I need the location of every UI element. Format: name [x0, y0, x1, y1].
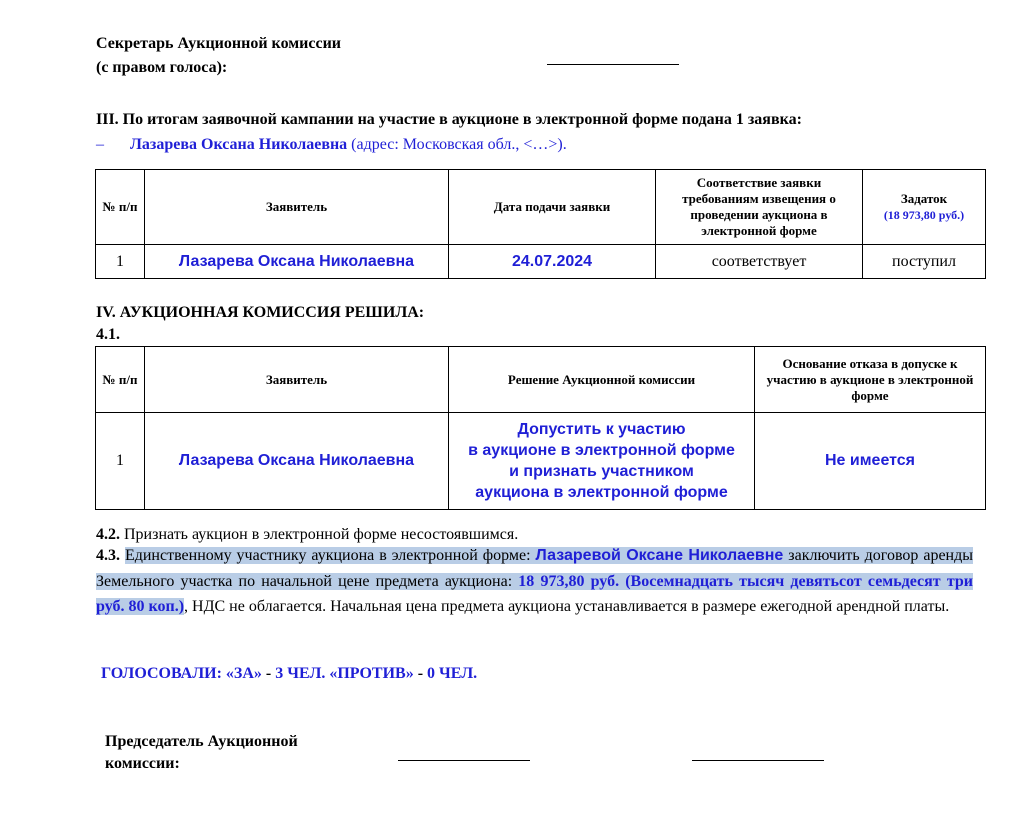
- t1-header-applicant: Заявитель: [145, 170, 449, 245]
- chairman-title: [105, 731, 298, 775]
- item-4-3-name: Лазаревой Оксане Николаевне: [535, 547, 784, 564]
- vote-result: [101, 662, 477, 686]
- t1-row-compliance: соответствует: [656, 245, 863, 279]
- section3-applicant: [96, 133, 567, 157]
- t2-row-applicant: Лазарева Оксана Николаевна: [145, 413, 449, 510]
- t2-header-decision: Решение Аукционной комиссии: [449, 347, 755, 413]
- item-4-3: [96, 543, 973, 620]
- t1-row-num: 1: [96, 245, 145, 279]
- section4-title: IV. АУКЦИОННАЯ КОМИССИЯ РЕШИЛА:: [96, 304, 425, 321]
- item-4-3-text2: заключить договор аренды Земельного участка по начальной цене предмета аукциона:: [96, 547, 973, 590]
- t2-decision-line3: и признать участником: [509, 463, 694, 480]
- section3-dash: –: [96, 136, 104, 153]
- chairman-line2: комиссии:: [105, 755, 180, 772]
- t2-decision-line2: в аукционе в электронной форме: [468, 442, 735, 459]
- section3-heading: III. По итогам заявочной кампании на участие в аукционе в электронной форме подана 1 заявка:: [96, 111, 802, 128]
- t2-header-applicant: Заявитель: [145, 347, 449, 413]
- secretary-line2: (с правом голоса):: [96, 59, 228, 76]
- table-row: [96, 245, 986, 279]
- t1-row-applicant: Лазарева Оксана Николаевна: [145, 245, 449, 279]
- t1-header-deposit-amount: (18 973,80 руб.): [883, 208, 965, 222]
- secretary-signature-line: [547, 64, 679, 65]
- chairman-line1: Председатель Аукционной: [105, 733, 298, 750]
- t1-header-deposit-label: Задаток: [900, 191, 948, 206]
- item-4-3-text3: , НДС не облагается. Начальная цена предмета аукциона устанавливается в размере ежегодной арендной платы.: [184, 598, 950, 615]
- t2-row-num: 1: [96, 413, 145, 510]
- t1-row-deposit: поступил: [863, 245, 986, 279]
- item-4-2-text: Признать аукцион в электронной форме несостоявшимся.: [120, 526, 519, 543]
- vote-label: ГОЛОСОВАЛИ: «ЗА»: [101, 665, 262, 682]
- chairman-signature-line: [398, 760, 530, 761]
- t2-decision-line1: Допустить к участию: [517, 421, 686, 438]
- t1-header-deposit: [863, 170, 986, 245]
- secretary-line1: Секретарь Аукционной комиссии: [96, 35, 342, 52]
- t1-header-num: № п/п: [96, 170, 145, 245]
- applications-table: [95, 169, 986, 279]
- vote-protiv: 0 ЧЕЛ.: [427, 665, 478, 682]
- t2-decision-line4: аукциона в электронной форме: [475, 484, 728, 501]
- t1-header-date: Дата подачи заявки: [449, 170, 656, 245]
- t1-header-compliance: Соответствие заявки требованиям извещения о проведении аукциона в электронной форме: [656, 170, 863, 245]
- t2-row-refusal: Не имеется: [755, 413, 986, 510]
- section4-sub1: 4.1.: [96, 326, 120, 343]
- t2-row-decision: [449, 413, 755, 510]
- t2-header-refusal: Основание отказа в допуске к участию в аукционе в электронной форме: [755, 347, 986, 413]
- section3-applicant-address: (адрес: Московская обл., <…>).: [347, 136, 567, 153]
- item-4-3-price: 18 973,80 руб. (Восемнадцать тысяч девятьсот семьдесят три руб. 80 коп.): [96, 572, 973, 615]
- item-4-3-num: 4.3.: [96, 547, 120, 564]
- table-row: [96, 413, 986, 510]
- vote-za: 3 ЧЕЛ.: [275, 665, 326, 682]
- vote-dash1: -: [261, 665, 276, 682]
- t1-row-date: 24.07.2024: [449, 245, 656, 279]
- decision-table: [95, 346, 986, 510]
- chairman-name-line: [692, 760, 824, 761]
- vote-dash2: -: [413, 665, 428, 682]
- section3-applicant-name: Лазарева Оксана Николаевна: [130, 136, 348, 153]
- secretary-title: [96, 32, 341, 80]
- t2-header-num: № п/п: [96, 347, 145, 413]
- item-4-3-text1: Единственному участнику аукциона в электронной форме:: [124, 547, 536, 564]
- vote-protiv-label: «ПРОТИВ»: [325, 665, 414, 682]
- section4-heading: [96, 302, 424, 346]
- item-4-2-num: 4.2.: [96, 526, 120, 543]
